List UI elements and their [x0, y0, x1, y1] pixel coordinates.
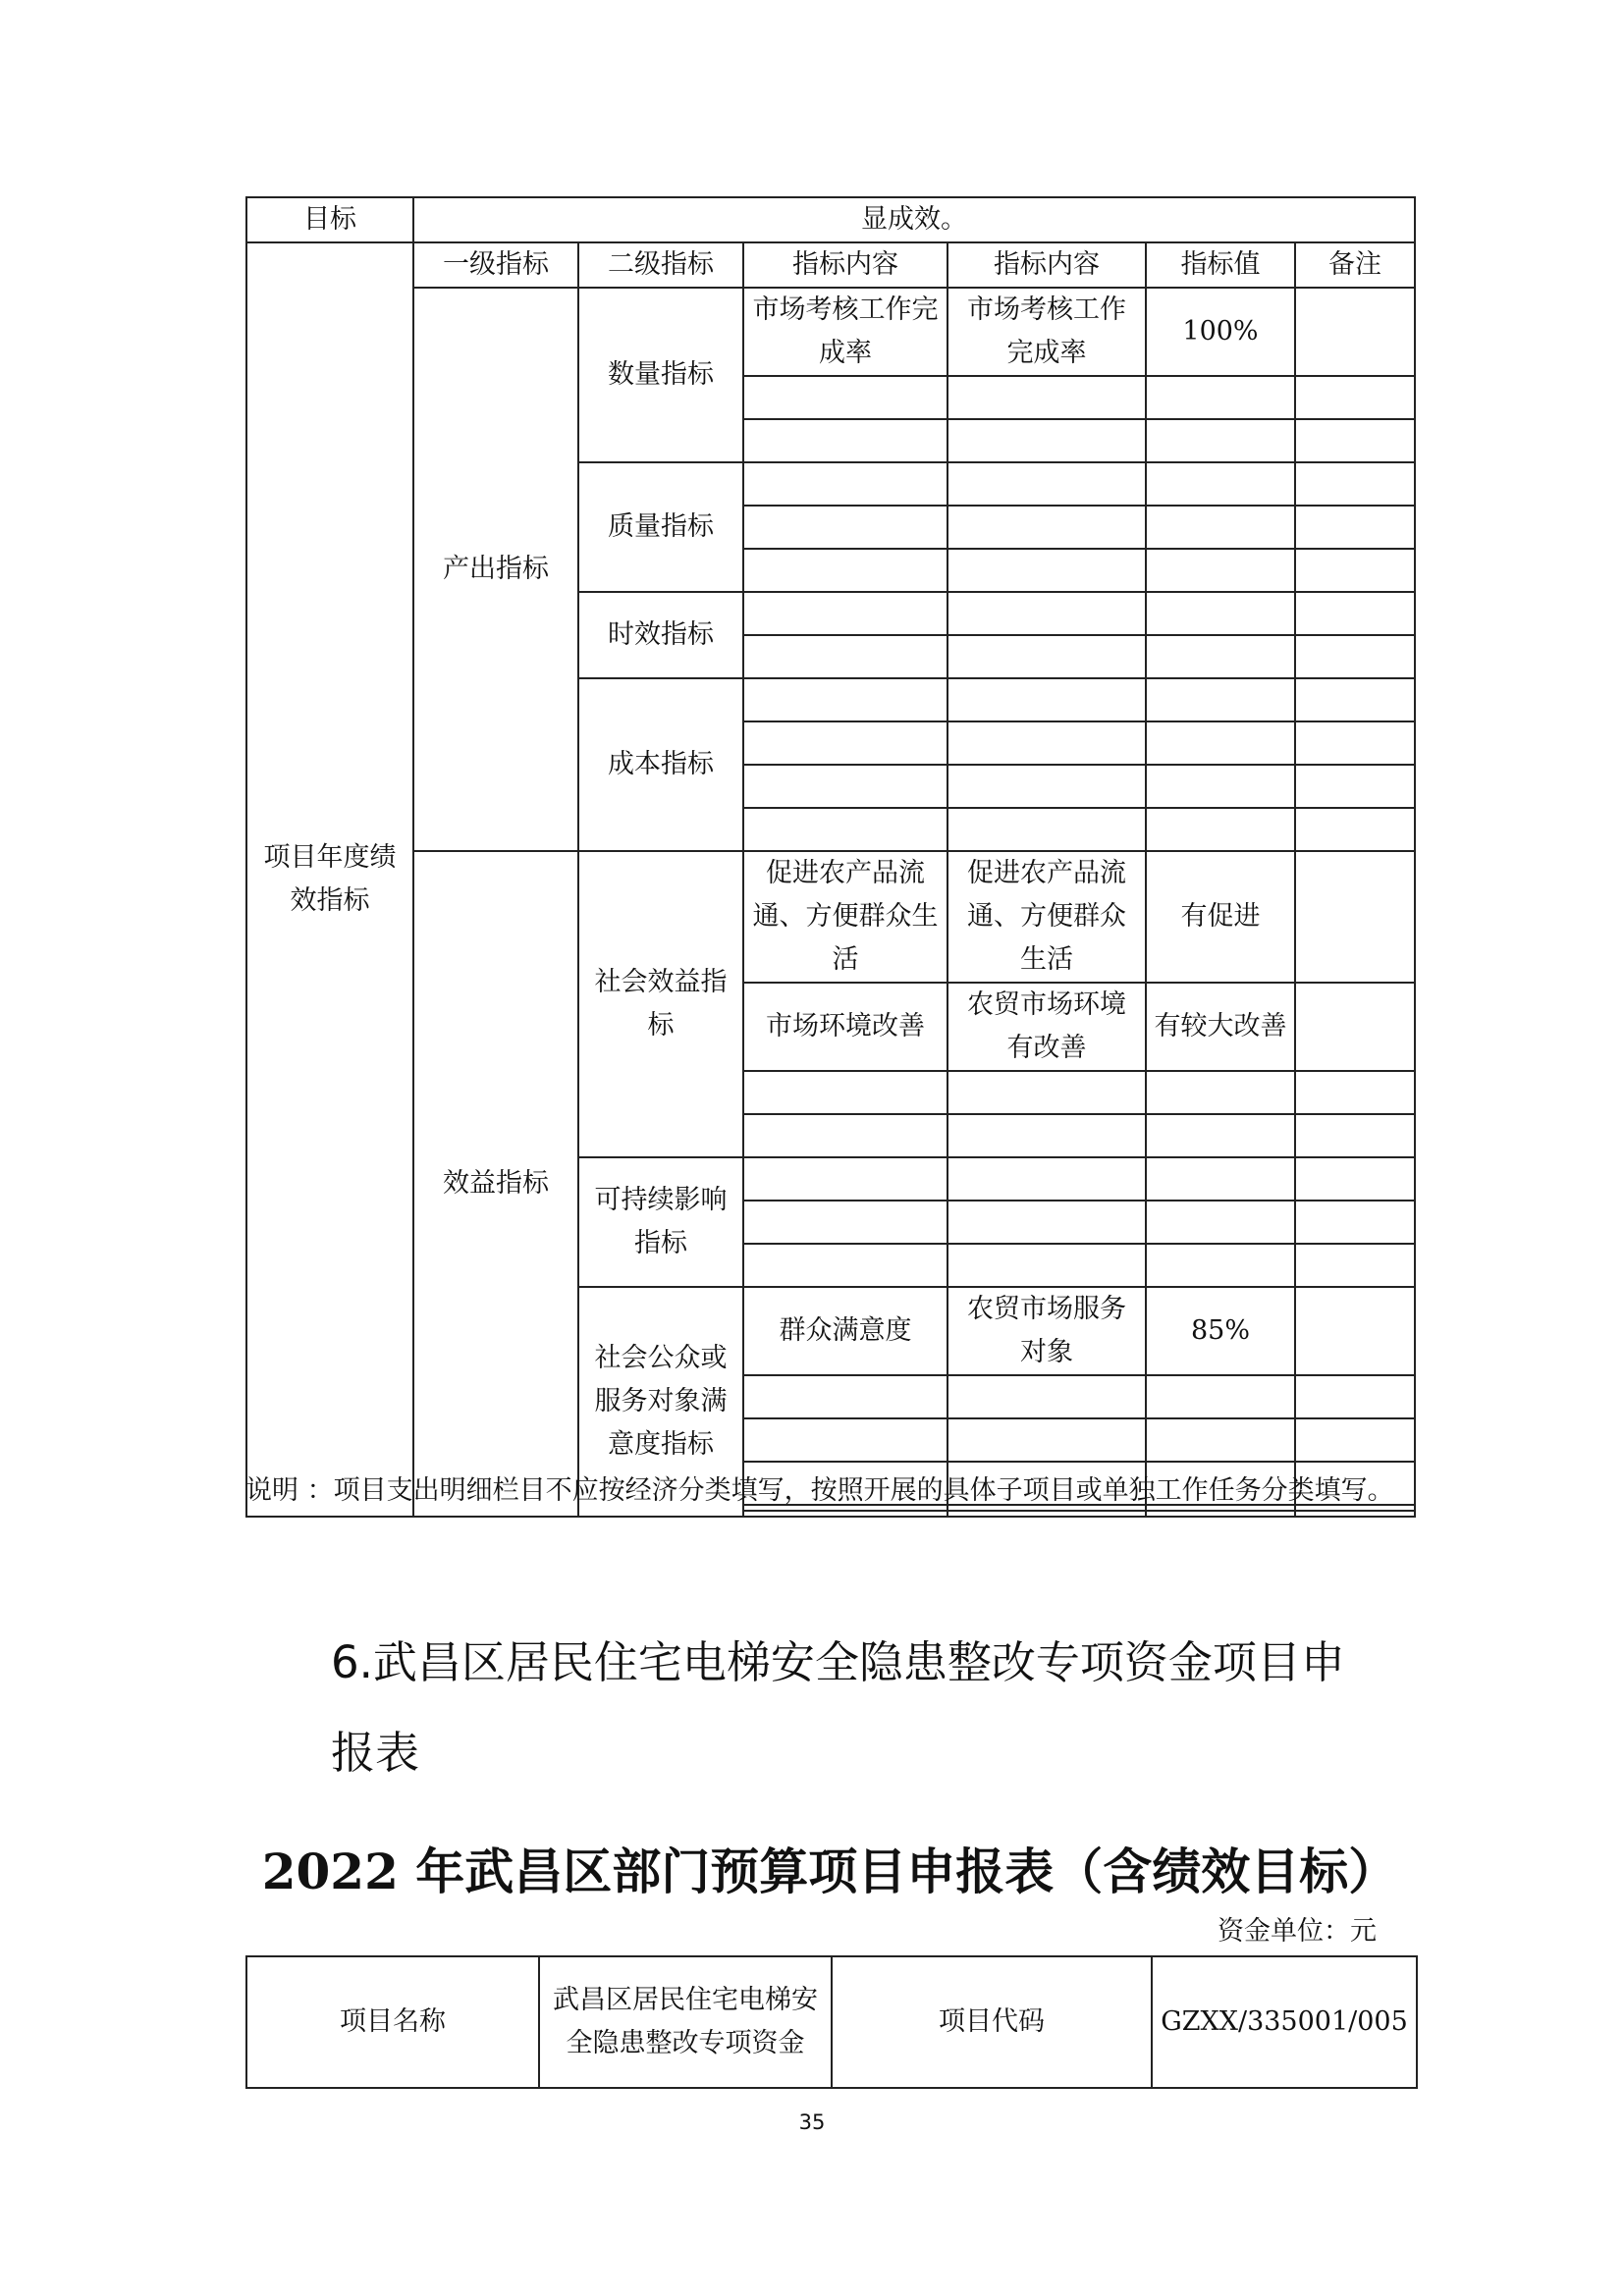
cell-content: 市场环境改善 [743, 983, 947, 1071]
satisfaction-label: 社会公众或服务对象满意度指标 [578, 1287, 743, 1517]
cell-content: 群众满意度 [743, 1287, 947, 1375]
project-code-value: GZXX/335001/005 [1152, 1956, 1417, 2088]
header-content: 指标内容 [743, 242, 947, 288]
goal-label: 目标 [246, 197, 413, 242]
section-label: 项目年度绩效指标 [246, 242, 413, 1517]
sustain-label: 可持续影响指标 [578, 1157, 743, 1287]
header-level2: 二级指标 [578, 242, 743, 288]
cell-value: 有促进 [1146, 851, 1295, 983]
cell-value: 85% [1146, 1287, 1295, 1375]
cell-remark [1295, 1287, 1415, 1375]
cell-content: 促进农产品流通、方便群众生活 [743, 851, 947, 983]
header-value: 指标值 [1146, 242, 1295, 288]
cell-remark [1295, 288, 1415, 376]
table-row [246, 851, 1415, 983]
cell-content2: 市场考核工作完成率 [947, 288, 1146, 376]
performance-table [245, 196, 1416, 1518]
header-level1: 一级指标 [413, 242, 578, 288]
cell-content2: 农贸市场环境有改善 [947, 983, 1146, 1071]
project-name-value: 武昌区居民住宅电梯安全隐患整改专项资金 [539, 1956, 832, 2088]
table-row [246, 288, 1415, 376]
table-note: 说明 ：项目支出明细栏目不应按经济分类填写，按照开展的具体子项目或单独工作任务分类填写。 [245, 1475, 1394, 1506]
quantity-label: 数量指标 [578, 288, 743, 462]
header-row [246, 242, 1415, 288]
header-remark: 备注 [1295, 242, 1415, 288]
cell-content: 市场考核工作完成率 [743, 288, 947, 376]
project-info-table [245, 1955, 1418, 2089]
cell-remark [1295, 851, 1415, 983]
project-row [246, 1956, 1417, 2088]
goal-row [246, 197, 1415, 242]
time-label: 时效指标 [578, 592, 743, 678]
goal-text: 显成效。 [413, 197, 1415, 242]
cell-content2: 促进农产品流通、方便群众生活 [947, 851, 1146, 983]
project-code-label: 项目代码 [832, 1956, 1152, 2088]
header-content2: 指标内容 [947, 242, 1146, 288]
project-name-label: 项目名称 [246, 1956, 539, 2088]
form-title: 2022 年武昌区部门预算项目申报表（含绩效目标） [261, 1842, 1398, 1900]
cell-value: 100% [1146, 288, 1295, 376]
page-number: 35 [798, 2110, 826, 2134]
cost-label: 成本指标 [578, 678, 743, 851]
social-label: 社会效益指标 [578, 851, 743, 1157]
section-heading: 6.武昌区居民住宅电梯安全隐患整改专项资金项目申报表 [331, 1636, 1345, 1779]
currency-unit: 资金单位：元 [1218, 1916, 1377, 1947]
cell-value: 有较大改善 [1146, 983, 1295, 1071]
cell-remark [1295, 983, 1415, 1071]
cell-content2: 农贸市场服务对象 [947, 1287, 1146, 1375]
quality-label: 质量指标 [578, 462, 743, 592]
output-label: 产出指标 [413, 288, 578, 851]
benefit-label: 效益指标 [413, 851, 578, 1517]
